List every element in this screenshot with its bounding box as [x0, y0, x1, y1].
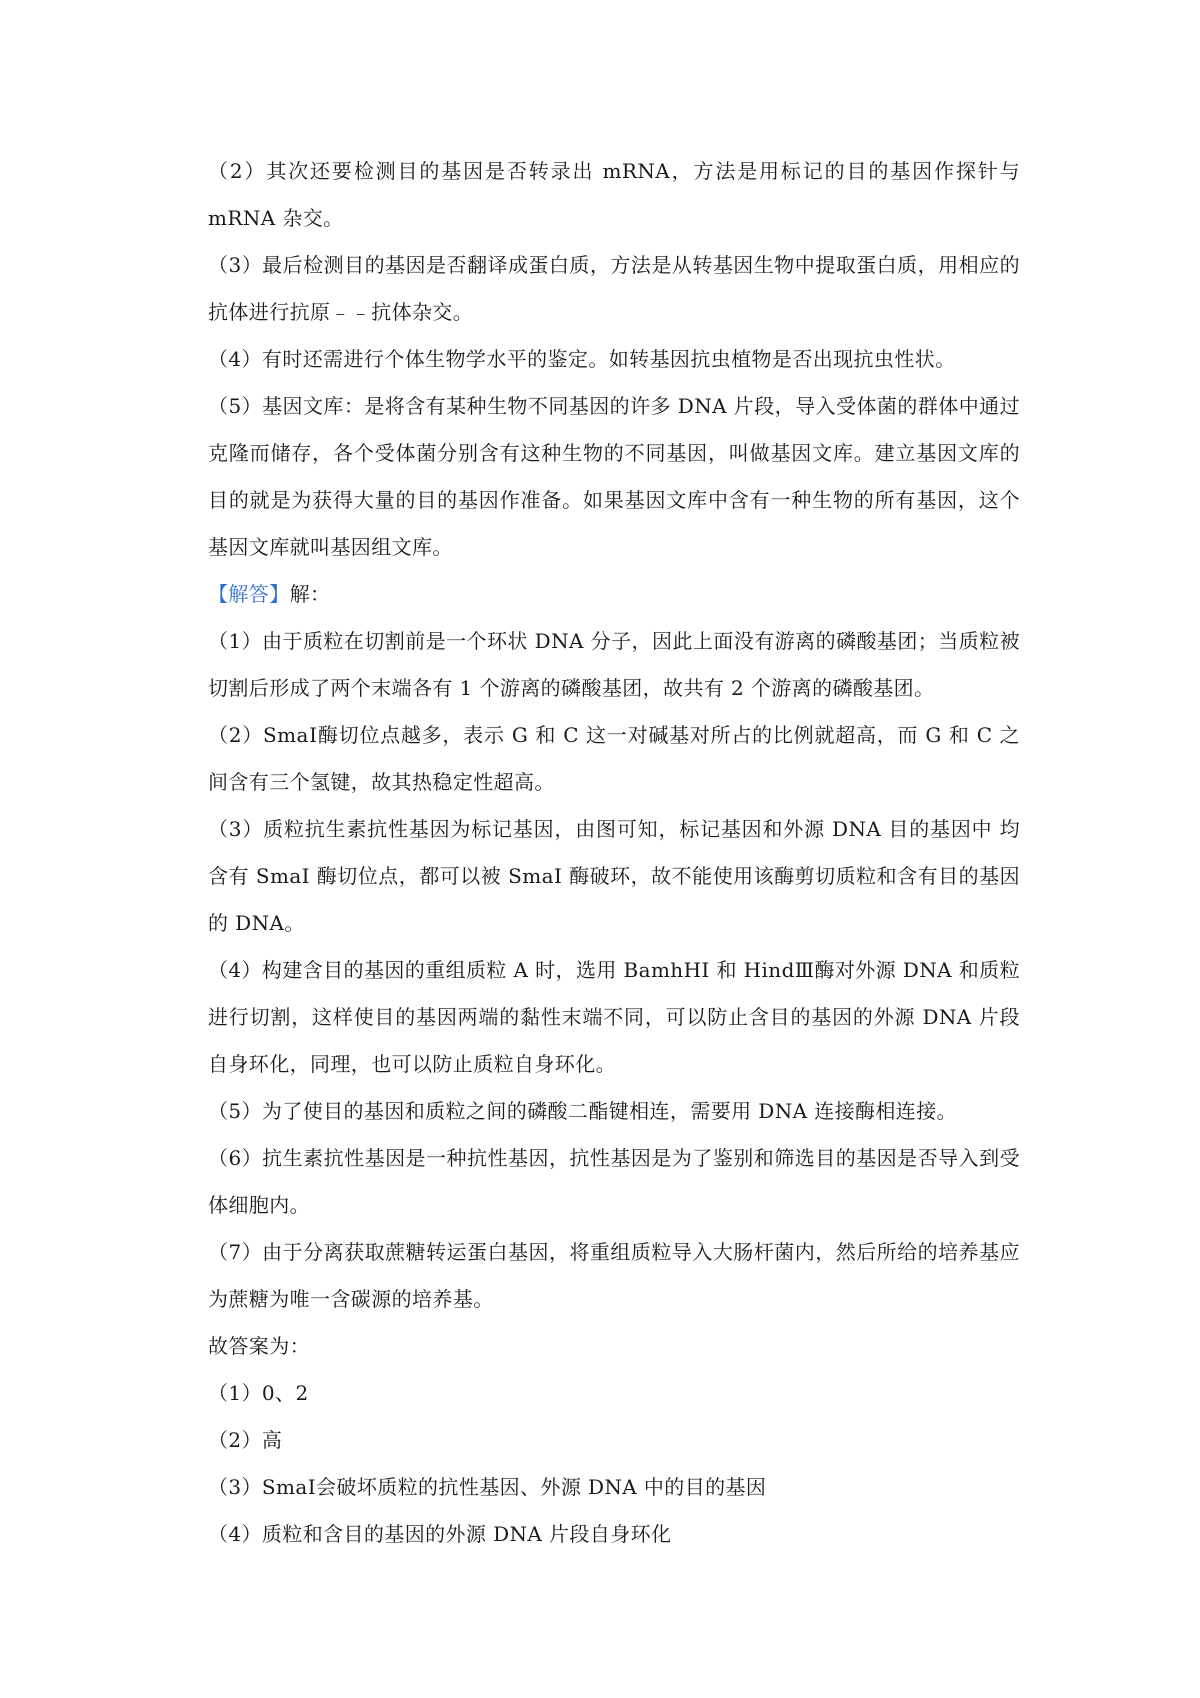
answer-heading: [208, 571, 1020, 618]
answer-item-6: （6）抗生素抗性基因是一种抗性基因，抗性基因是为了鉴别和筛选目的基因是否导入到受体细胞内。: [208, 1146, 1020, 1217]
analysis-paragraph-3: （3）最后检测目的基因是否翻译成蛋白质，方法是从转基因生物中提取蛋白质，用相应的抗体进行抗原﹣﹣抗体杂交。: [208, 253, 1020, 324]
analysis-paragraph-4: （4）有时还需进行个体生物学水平的鉴定。如转基因抗虫植物是否出现抗虫性状。: [208, 347, 956, 371]
answer-item-3: （3）质粒抗生素抗性基因为标记基因，由图可知，标记基因和外源 DNA 目的基因中 均含有 SmaI 酶切位点，都可以被 SmaI 酶破环，故不能使用该酶剪切质粒和含有目的基因的 DNA。: [208, 817, 1020, 935]
result-3: （3）SmaⅠ会破坏质粒的抗性基因、外源 DNA 中的目的基因: [208, 1475, 767, 1499]
result-2: （2）高: [208, 1428, 283, 1452]
answer-item-1: （1）由于质粒在切割前是一个环状 DNA 分子，因此上面没有游离的磷酸基团；当质粒被切割后形成了两个末端各有 1 个游离的磷酸基团，故共有 2 个游离的磷酸基团。: [208, 629, 1020, 700]
document-content: [208, 148, 1020, 1558]
result-lead: 故答案为：: [208, 1334, 310, 1358]
result-4: （4）质粒和含目的基因的外源 DNA 片段自身环化: [208, 1522, 672, 1546]
result-1: （1）0、2: [208, 1381, 309, 1405]
answer-tag: 【解答】: [208, 582, 290, 606]
answer-item-2: （2）SmaⅠ酶切位点越多，表示 G 和 C 这一对碱基对所占的比例就超高，而 G 和 C 之间含有三个氢键，故其热稳定性超高。: [208, 723, 1020, 794]
answer-item-5: （5）为了使目的基因和质粒之间的磷酸二酯键相连，需要用 DNA 连接酶相连接。: [208, 1099, 958, 1123]
answer-item-7: （7）由于分离获取蔗糖转运蛋白基因，将重组质粒导入大肠杆菌内，然后所给的培养基应为蔗糖为唯一含碳源的培养基。: [208, 1240, 1020, 1311]
analysis-paragraph-5: （5）基因文库：是将含有某种生物不同基因的许多 DNA 片段，导入受体菌的群体中通过克隆而储存，各个受体菌分别含有这种生物的不同基因，叫做基因文库。建立基因文库的目的就是为获得大量的目的基因作准备。如果基因文库中含有一种生物的所有基因，这个基因文库就叫基因组文库。: [208, 394, 1020, 559]
answer-item-4: （4）构建含目的基因的重组质粒 A 时，选用 BamhHI 和 HindⅢ酶对外源 DNA 和质粒进行切割，这样使目的基因两端的黏性末端不同，可以防止含目的基因的外源 DNA 片段自身环化，同理，也可以防止质粒自身环化。: [208, 958, 1020, 1076]
analysis-paragraph-2: （2）其次还要检测目的基因是否转录出 mRNA，方法是用标记的目的基因作探针与mRNA 杂交。: [208, 159, 1020, 230]
answer-lead: 解：: [289, 582, 331, 606]
